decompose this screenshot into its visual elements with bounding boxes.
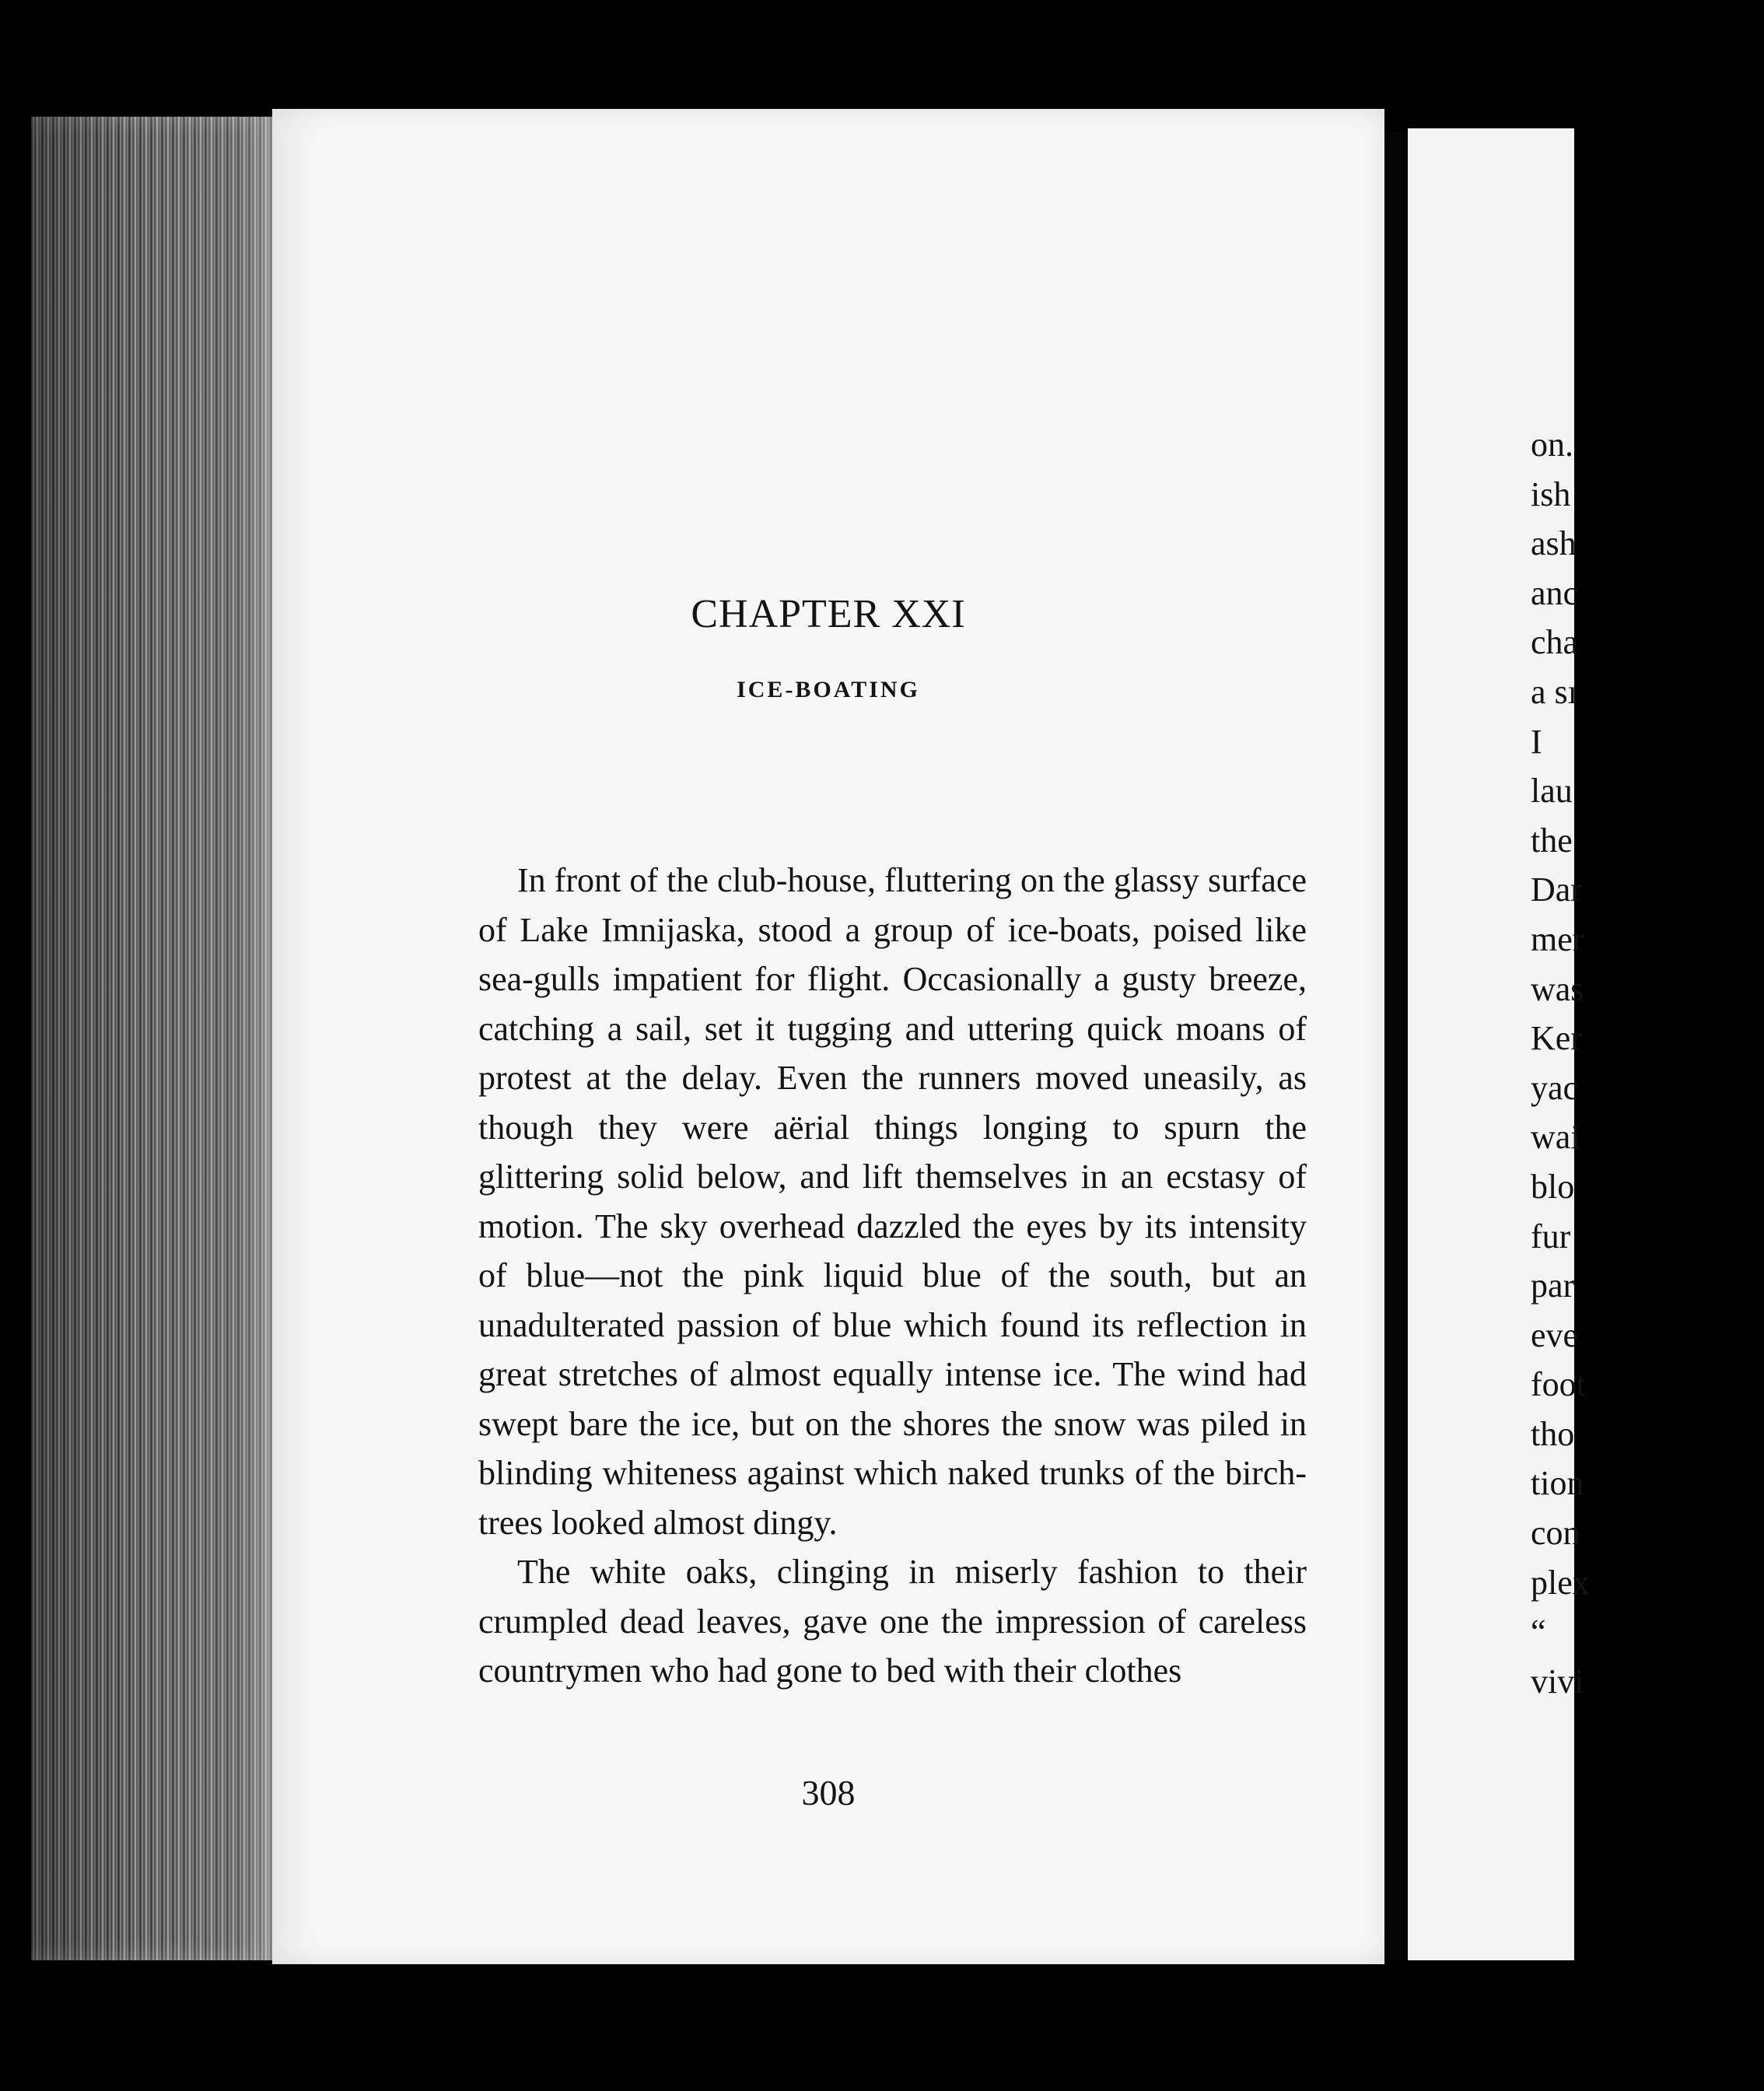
right-page [1408,128,1590,1960]
chapter-subtitle: ICE-BOATING [737,677,920,702]
right-page-line: tho [1531,1414,1575,1453]
right-page-text [1531,420,1764,1706]
right-page-line: vivi [1531,1662,1584,1700]
chapter-title: CHAPTER XXI [691,592,966,636]
left-page [272,109,1384,1964]
right-page-line: the [1531,821,1573,860]
right-page-line: anc [1531,573,1579,612]
right-page-line: mer [1531,919,1584,958]
right-page-line: par [1531,1266,1575,1305]
right-page-line: tion [1531,1464,1584,1503]
paragraph: The white oaks, clinging in miserly fashion to their crumpled dead leaves, gave one the impression of careless countrymen who had gone to bed with their clothes [478,1553,1307,1690]
paragraph: In front of the club-house, fluttering on the glassy surface of Lake Imnijaska, stood a group of ice-boats, poised like sea-gulls impatient for flight. Occasionally a gusty breeze, catching a sail, set it tugging and uttering quick moans of protest at the delay. Even the runners moved uneasily, as though they were aërial things longing to spurn the glittering solid below, and lift themselves in an ecstasy of motion. The sky overhead dazzled the eyes by its intensity of blue—not the pink liquid blue of the south, but an unadulterated passion of blue which found its reflection in great stretches of almost equally intense ice. The wind had swept bare the ice, but on the shores the snow was piled in blinding whiteness against which naked trunks of the birch-trees looked almost dingy. [478,861,1307,1542]
right-page-line: ash [1531,524,1577,563]
right-page-line: was [1531,969,1584,1008]
chapter-body [478,856,1307,1696]
right-page-line: plex [1531,1563,1590,1602]
right-page-line: Dar [1531,870,1582,909]
right-page-line: I [1531,722,1542,761]
right-page-line: eve [1531,1315,1579,1354]
right-page-line: con [1531,1514,1580,1553]
right-page-line: fur [1531,1217,1571,1256]
right-page-line: blo [1531,1167,1575,1206]
right-page-line: on. [1531,426,1573,464]
right-page-line: lau [1531,772,1573,811]
right-page-line: “ [1531,1613,1546,1651]
right-page-line: ish [1531,475,1571,513]
right-page-line: Ker [1531,1019,1582,1058]
right-page-line: wai [1531,1118,1580,1157]
page-number: 308 [801,1773,856,1813]
right-page-line: cha [1531,623,1579,662]
page-edges-stack [31,117,272,1960]
right-page-line: yac [1531,1068,1579,1107]
book-gutter [1384,132,1408,1960]
right-page-line: a sı [1531,672,1577,711]
right-page-line: foot [1531,1365,1586,1404]
